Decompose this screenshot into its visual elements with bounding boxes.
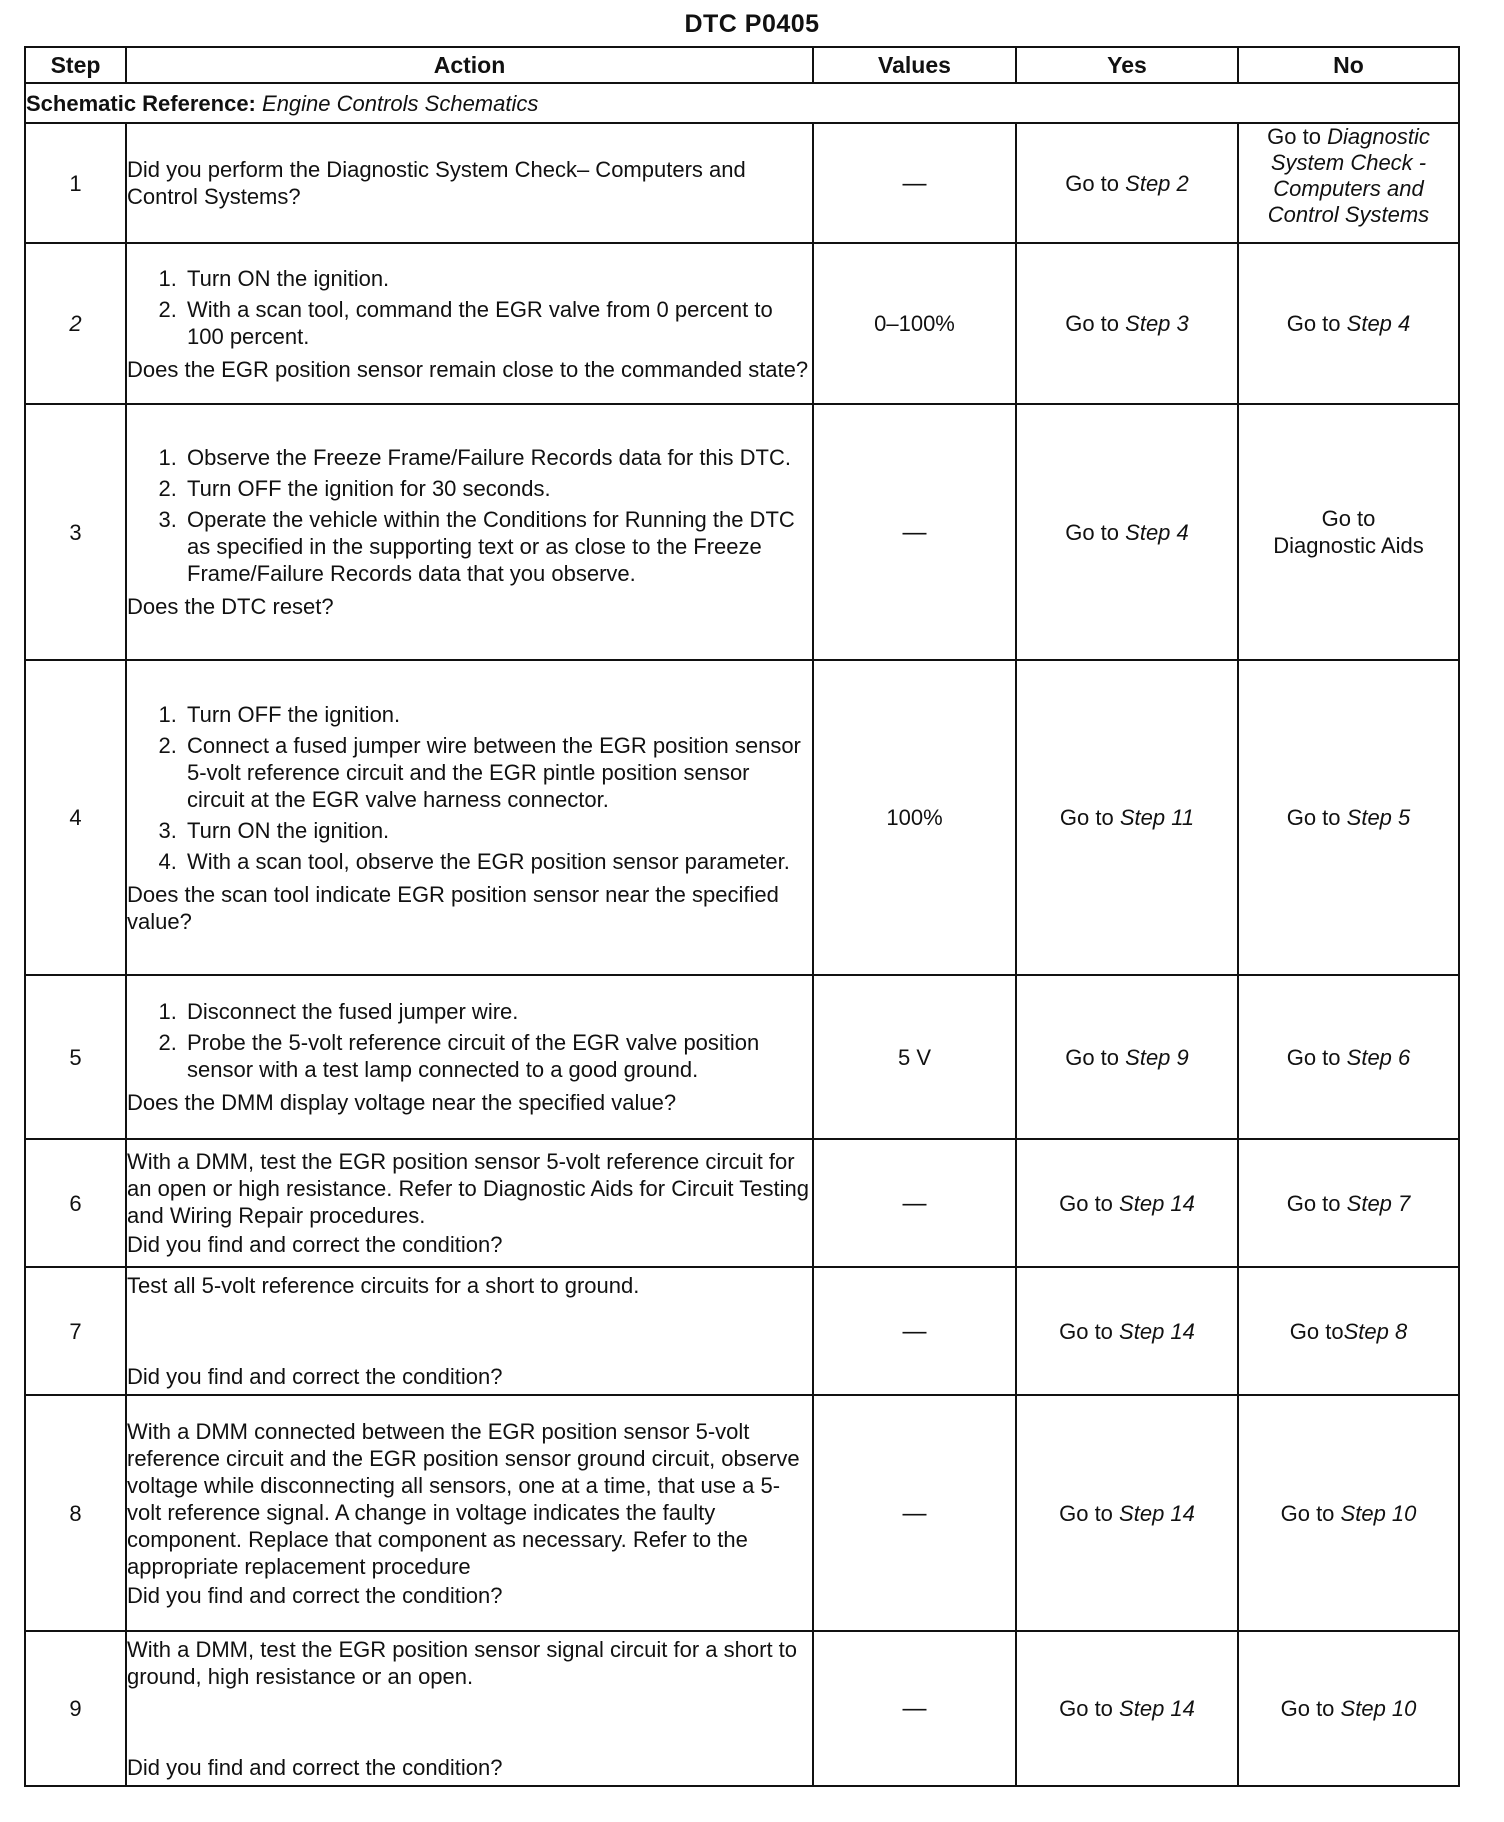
table-row <box>25 404 1459 660</box>
action-cell <box>126 404 813 660</box>
yes-cell <box>1016 1631 1238 1786</box>
yes-step-ref: Step 14 <box>1119 1318 1195 1344</box>
table-row <box>25 1395 1459 1631</box>
action-cell <box>126 660 813 975</box>
yes-cell <box>1016 1395 1238 1631</box>
action-step: 2. With a scan tool, command the EGR valve from 0 percent to 100 percent. <box>183 296 812 350</box>
action-text: With a DMM, test the EGR position sensor 5-volt reference circuit for an open or high resistance. Refer to Diagnostic Aids for Circuit Testing and Wiring Repair procedures. <box>127 1149 809 1228</box>
no-cell <box>1238 404 1459 660</box>
no-line: Go to <box>1321 506 1376 531</box>
no-line: Diagnostic Aids <box>1273 533 1424 558</box>
yes-step-ref: Step 14 <box>1119 1190 1195 1216</box>
no-step-ref: Step 4 <box>1346 311 1411 336</box>
action-step: 3. Turn ON the ignition. <box>183 817 812 844</box>
no-step-ref: Step 10 <box>1340 1500 1417 1526</box>
no-cell <box>1238 1139 1459 1267</box>
no-line: System Check - <box>1270 150 1427 175</box>
action-question: Does the DTC reset? <box>127 594 334 619</box>
header-yes: Yes <box>1016 47 1238 83</box>
no-line: Control Systems <box>1267 202 1430 227</box>
step-number: 1 <box>25 123 126 243</box>
header-values: Values <box>813 47 1016 83</box>
diagnostic-table <box>24 46 1460 1787</box>
no-cell <box>1238 660 1459 975</box>
action-cell <box>126 975 813 1139</box>
action-step: 3. Operate the vehicle within the Conditions for Running the DTC as specified in the supporting text or as close to the Freeze Frame/Failure Records data that you observe. <box>183 506 812 587</box>
action-cell <box>126 1267 813 1395</box>
action-text: Test all 5-volt reference circuits for a short to ground. <box>127 1273 640 1298</box>
no-step-ref: Step 5 <box>1346 805 1411 830</box>
yes-cell <box>1016 123 1238 243</box>
goto-label: Go to <box>1065 311 1120 336</box>
action-step: 2. Probe the 5-volt reference circuit of the EGR valve position sensor with a test lamp connected to a good ground. <box>183 1029 812 1083</box>
action-cell <box>126 243 813 404</box>
step-number: 2 <box>25 243 126 404</box>
goto-label: Go to <box>1286 805 1341 830</box>
action-question: Did you find and correct the condition? <box>127 1364 503 1389</box>
no-line: Computers and <box>1273 176 1424 201</box>
action-cell <box>126 123 813 243</box>
table-row <box>25 243 1459 404</box>
action-step: 1. Turn ON the ignition. <box>183 265 812 292</box>
table-row <box>25 1267 1459 1395</box>
goto-label: Go to <box>1059 1190 1113 1216</box>
step-number: 5 <box>25 975 126 1139</box>
goto-label: Go to <box>1065 1044 1120 1070</box>
yes-cell <box>1016 1139 1238 1267</box>
schematic-label: Schematic Reference: <box>26 90 256 116</box>
table-row <box>25 1139 1459 1267</box>
step-number: 7 <box>25 1267 126 1395</box>
yes-cell <box>1016 1267 1238 1395</box>
action-question: Does the scan tool indicate EGR position sensor near the specified value? <box>127 881 779 934</box>
yes-cell <box>1016 243 1238 404</box>
action-text: Did you perform the Diagnostic System Check– Computers and Control Systems? <box>127 157 746 209</box>
action-cell <box>126 1395 813 1631</box>
no-cell <box>1238 1395 1459 1631</box>
goto-label: Go to <box>1280 1696 1335 1721</box>
yes-step-ref: Step 14 <box>1119 1500 1195 1526</box>
goto-label: Go to <box>1059 1318 1113 1344</box>
yes-step-ref: Step 11 <box>1119 805 1195 830</box>
yes-step-ref: Step 3 <box>1125 311 1189 336</box>
schematic-reference <box>25 83 1459 123</box>
action-step: 1. Disconnect the fused jumper wire. <box>183 998 812 1025</box>
value-cell: — <box>813 123 1016 243</box>
goto-label: Go to <box>1286 1044 1341 1070</box>
yes-step-ref: Step 9 <box>1125 1044 1189 1070</box>
goto-label: Go to <box>1059 805 1114 830</box>
value-cell: — <box>813 1139 1016 1267</box>
action-step: 2. Connect a fused jumper wire between the EGR position sensor 5-volt reference circuit and the EGR pintle position sensor circuit at the EGR valve harness connector. <box>183 732 812 813</box>
no-cell <box>1238 1267 1459 1395</box>
goto-label: Go to <box>1280 1500 1335 1526</box>
action-step: 2. Turn OFF the ignition for 30 seconds. <box>183 475 812 502</box>
step-number: 3 <box>25 404 126 660</box>
action-steps <box>127 444 812 591</box>
value-cell: — <box>813 1267 1016 1395</box>
schematic-reference-row <box>25 83 1459 123</box>
action-step: 4. With a scan tool, observe the EGR position sensor parameter. <box>183 848 812 875</box>
step-number: 4 <box>25 660 126 975</box>
action-steps <box>127 998 812 1087</box>
action-cell <box>126 1631 813 1786</box>
action-step: 1. Observe the Freeze Frame/Failure Records data for this DTC. <box>183 444 812 471</box>
goto-label: Go to <box>1059 1696 1113 1721</box>
action-step: 1. Turn OFF the ignition. <box>183 701 812 728</box>
action-question: Did you find and correct the condition? <box>127 1755 503 1780</box>
action-question: Does the EGR position sensor remain close to the commanded state? <box>127 356 809 382</box>
value-cell: — <box>813 1395 1016 1631</box>
no-line: Go to <box>1267 124 1321 149</box>
value-cell: — <box>813 404 1016 660</box>
schematic-value: Engine Controls Schematics <box>262 90 539 116</box>
action-steps <box>127 701 812 879</box>
table-row <box>25 123 1459 243</box>
no-cell <box>1238 243 1459 404</box>
goto-label: Go to <box>1289 1318 1344 1344</box>
no-step-ref: Step 6 <box>1346 1044 1411 1070</box>
step-number: 8 <box>25 1395 126 1631</box>
goto-label: Go to <box>1286 311 1341 336</box>
goto-label: Go to <box>1065 170 1120 196</box>
action-question: Did you find and correct the condition? <box>127 1232 503 1257</box>
action-question: Did you find and correct the condition? <box>127 1582 503 1608</box>
yes-cell <box>1016 975 1238 1139</box>
goto-label: Go to <box>1065 519 1120 545</box>
value-cell: 0–100% <box>813 243 1016 404</box>
value-cell: 5 V <box>813 975 1016 1139</box>
table-row <box>25 975 1459 1139</box>
no-cell <box>1238 123 1459 243</box>
step-number: 6 <box>25 1139 126 1267</box>
yes-step-ref: Step 2 <box>1125 170 1189 196</box>
table-row <box>25 1631 1459 1786</box>
action-text: With a DMM, test the EGR position sensor signal circuit for a short to ground, high resistance or an open. <box>127 1637 798 1689</box>
value-cell: — <box>813 1631 1016 1786</box>
header-no: No <box>1238 47 1459 83</box>
header-step: Step <box>25 47 126 83</box>
action-cell <box>126 1139 813 1267</box>
goto-label: Go to <box>1286 1190 1341 1216</box>
yes-cell <box>1016 660 1238 975</box>
goto-label: Go to <box>1059 1500 1113 1526</box>
yes-step-ref: Step 14 <box>1119 1696 1195 1721</box>
action-text: With a DMM connected between the EGR position sensor 5-volt reference circuit and the EGR position sensor ground circuit, observe voltage while disconnecting all sensors, one at a time, that use a 5-volt reference signal. A change in voltage indicates the faulty component. Replace that component as necessary. Refer to the appropriate replacement procedure <box>127 1418 800 1579</box>
no-step-ref: Step 7 <box>1346 1190 1411 1216</box>
no-step-ref: Step 8 <box>1343 1318 1408 1344</box>
header-row <box>25 47 1459 83</box>
no-line: Diagnostic <box>1327 124 1430 149</box>
value-cell: 100% <box>813 660 1016 975</box>
table-row <box>25 660 1459 975</box>
step-number: 9 <box>25 1631 126 1786</box>
no-cell <box>1238 975 1459 1139</box>
action-steps <box>127 265 812 354</box>
header-action: Action <box>126 47 813 83</box>
yes-cell <box>1016 404 1238 660</box>
action-question: Does the DMM display voltage near the specified value? <box>127 1090 677 1115</box>
yes-step-ref: Step 4 <box>1125 519 1189 545</box>
no-cell <box>1238 1631 1459 1786</box>
document-title: DTC P0405 <box>684 10 820 38</box>
no-step-ref: Step 10 <box>1340 1696 1417 1721</box>
